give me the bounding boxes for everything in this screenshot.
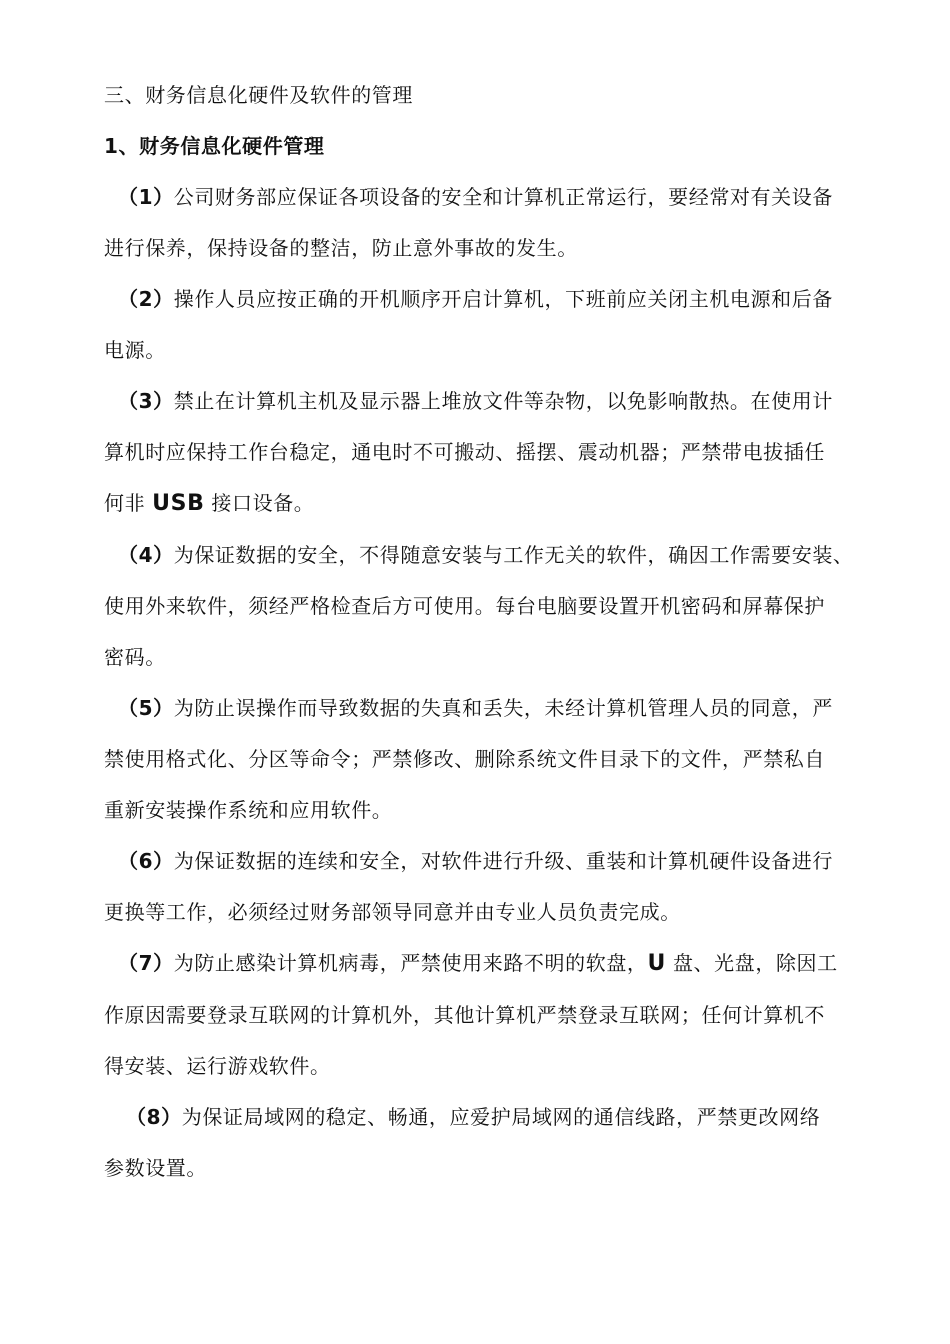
paragraph-line: 得安装、运行游戏软件。	[104, 1054, 331, 1078]
paragraph-line: 重新安装操作系统和应用软件。	[104, 798, 393, 822]
line-text: 为防止感染计算机病毒，严禁使用来路不明的软盘，	[173, 951, 648, 975]
paragraph-2	[104, 282, 852, 367]
paragraph-line	[104, 946, 852, 981]
paragraph-line: 禁使用格式化、分区等命令；严禁修改、删除系统文件目录下的文件，严禁私自	[104, 747, 825, 771]
paragraph-line	[104, 486, 852, 521]
paragraph-3	[104, 384, 852, 521]
paragraph-8	[104, 1100, 852, 1185]
item-number: （3）	[118, 389, 174, 413]
item-number: （4）	[118, 543, 174, 567]
paragraph-line	[104, 282, 852, 316]
paragraph-4	[104, 538, 852, 674]
line-text: 接口设备。	[204, 491, 315, 515]
paragraph-line: 更换等工作，必须经过财务部领导同意并由专业人员负责完成。	[104, 900, 681, 924]
u-term: U	[647, 951, 666, 976]
item-number: （2）	[118, 287, 174, 311]
paragraph-line: 作原因需要登录互联网的计算机外，其他计算机严禁登录互联网；任何计算机不	[104, 1003, 825, 1027]
paragraph-line	[104, 180, 852, 214]
paragraph-5	[104, 691, 852, 827]
line-text: 为保证数据的安全，不得随意安装与工作无关的软件，确因工作需要安装、	[173, 543, 854, 567]
paragraph-line	[104, 844, 852, 878]
paragraph-1	[104, 180, 852, 265]
line-text: 禁止在计算机主机及显示器上堆放文件等杂物，以免影响散热。在使用计	[173, 389, 833, 413]
paragraph-line	[104, 1100, 852, 1134]
paragraph-7	[104, 946, 852, 1083]
paragraph-line: 进行保养，保持设备的整洁，防止意外事故的发生。	[104, 236, 578, 260]
paragraph-line: 电源。	[104, 338, 166, 362]
line-text: 为保证数据的连续和安全，对软件进行升级、重装和计算机硬件设备进行	[173, 849, 833, 873]
line-text: 何非	[104, 491, 153, 515]
line-text: 盘、光盘，除因工	[666, 951, 838, 975]
item-number: （1）	[118, 185, 174, 209]
paragraph-line	[104, 384, 852, 418]
item-number: （8）	[126, 1105, 182, 1129]
line-text: 为防止误操作而导致数据的失真和丢失，未经计算机管理人员的同意，严	[173, 696, 833, 720]
paragraph-line	[104, 538, 852, 572]
line-text: 为保证局域网的稳定、畅通，应爱护局域网的通信线路，严禁更改网络	[181, 1105, 821, 1129]
section-title: 三、财务信息化硬件及软件的管理	[104, 83, 413, 107]
item-number: （6）	[118, 849, 174, 873]
item-number: （7）	[118, 951, 174, 975]
document-page	[104, 78, 852, 1202]
paragraph-line: 密码。	[104, 645, 166, 669]
item-number: （5）	[118, 696, 174, 720]
paragraph-line: 使用外来软件，须经严格检查后方可使用。每台电脑要设置开机密码和屏幕保护	[104, 594, 825, 618]
paragraph-line: 参数设置。	[104, 1156, 207, 1180]
line-text: 公司财务部应保证各项设备的安全和计算机正常运行，要经常对有关设备	[173, 185, 833, 209]
paragraph-line: 算机时应保持工作台稳定，通电时不可搬动、摇摆、震动机器；严禁带电拔插任	[104, 440, 825, 464]
paragraph-6	[104, 844, 852, 929]
usb-term: USB	[152, 491, 205, 516]
subsection-title: 1、财务信息化硬件管理	[104, 134, 325, 158]
line-text: 操作人员应按正确的开机顺序开启计算机，下班前应关闭主机电源和后备	[173, 287, 833, 311]
paragraph-line	[104, 691, 852, 725]
